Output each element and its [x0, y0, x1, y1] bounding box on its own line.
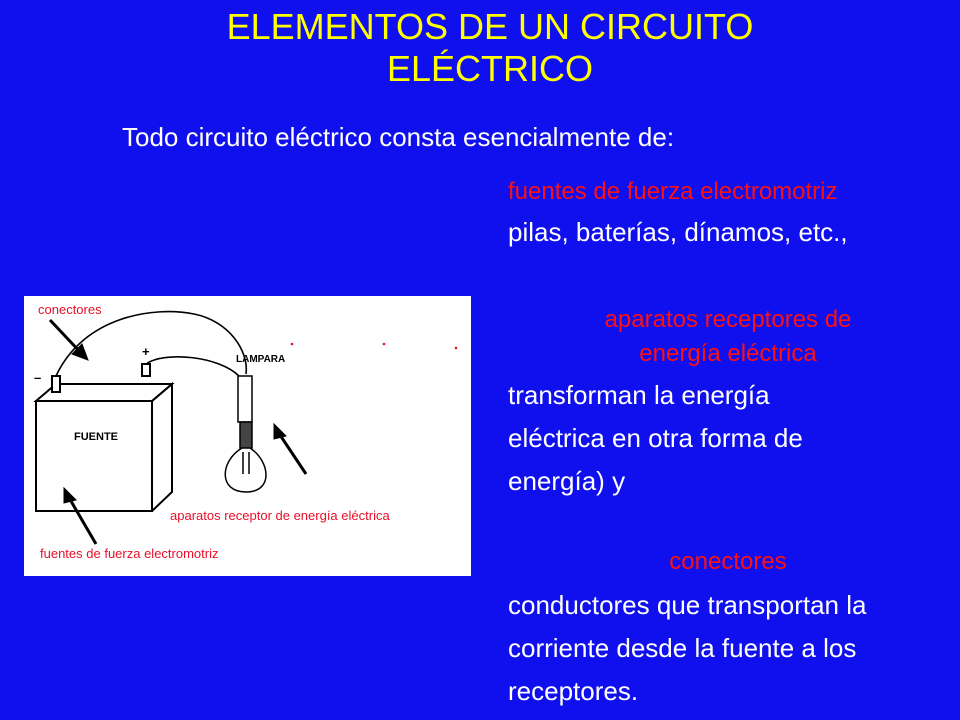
diagram-label-fuente: FUENTE [74, 431, 118, 443]
fuentes-description: pilas, baterías, dínamos, etc., [508, 217, 848, 247]
slide-title-line1: ELEMENTOS DE UN CIRCUITO [226, 6, 754, 47]
conectores-desc-line2: corriente desde la fuente a los [508, 633, 857, 663]
intro-text: Todo circuito eléctrico consta esencialmente de: [122, 122, 675, 152]
slide-title [0, 6, 960, 90]
conectores-description [508, 584, 958, 713]
conectores-heading: conectores [669, 548, 787, 575]
red-dots [291, 343, 458, 350]
diagram-label-receptor: aparatos receptor de energía eléctrica [170, 508, 390, 523]
diagram-label-fuentes: fuentes de fuerza electromotriz [40, 546, 219, 561]
circuit-diagram [24, 296, 471, 576]
receptores-heading-line2: energía eléctrica [639, 340, 817, 367]
lamp-icon [225, 376, 266, 492]
wires [56, 312, 246, 376]
diagram-label-plus: + [142, 344, 150, 359]
diagram-label-minus: – [34, 370, 42, 385]
receptores-desc-line2: eléctrica en otra forma de [508, 423, 803, 453]
receptores-description [508, 374, 958, 503]
receptores-heading [508, 303, 948, 371]
diagram-label-lampara: LAMPARA [236, 354, 286, 365]
fuentes-heading: fuentes de fuerza electromotriz [508, 178, 838, 205]
conectores-desc-line1: conductores que transportan la [508, 590, 867, 620]
receptores-desc-line1: transforman la energía [508, 380, 770, 410]
diagram-label-conectores: conectores [38, 302, 102, 317]
receptores-heading-line1: aparatos receptores de [604, 306, 852, 333]
slide-title-line2: ELÉCTRICO [386, 48, 594, 89]
conectores-desc-line3: receptores. [508, 676, 639, 706]
receptores-desc-line3: energía) y [508, 466, 626, 496]
